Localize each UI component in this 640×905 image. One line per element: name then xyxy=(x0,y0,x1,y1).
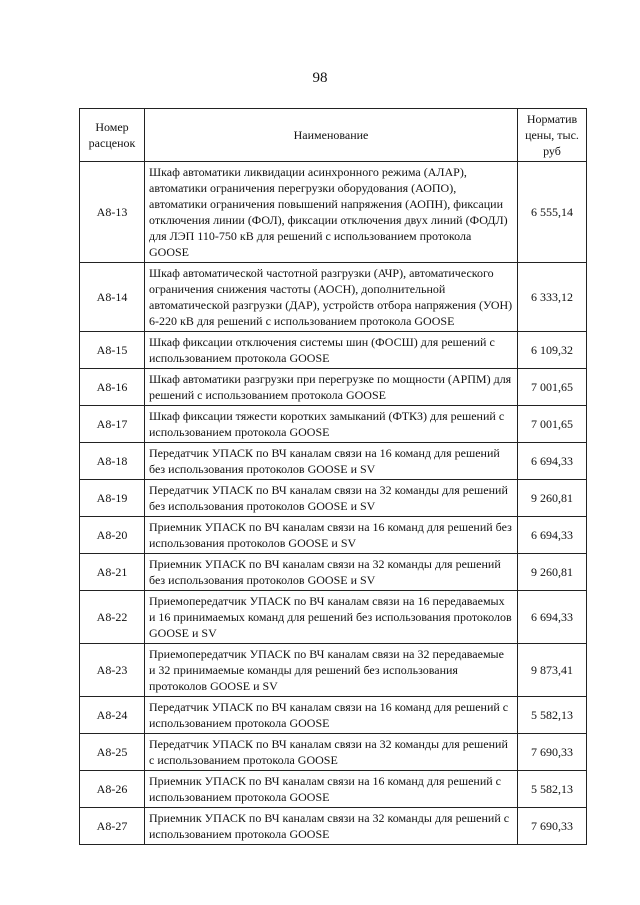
row-price: 6 109,32 xyxy=(518,332,587,369)
table-row xyxy=(80,808,587,845)
row-price: 9 260,81 xyxy=(518,480,587,517)
row-code: А8-15 xyxy=(80,332,145,369)
header-code: Номер расценок xyxy=(80,109,145,162)
row-name: Приемник УПАСК по ВЧ каналам связи на 32 команды для решений без использования протоколов GOOSE и SV xyxy=(145,554,518,591)
table-row xyxy=(80,591,587,644)
table-row xyxy=(80,263,587,332)
row-name: Передатчик УПАСК по ВЧ каналам связи на 32 команды для решений без использования протоколов GOOSE и SV xyxy=(145,480,518,517)
row-name: Передатчик УПАСК по ВЧ каналам связи на 32 команды для решений с использованием протокола GOOSE xyxy=(145,734,518,771)
row-price: 7 001,65 xyxy=(518,406,587,443)
row-name: Передатчик УПАСК по ВЧ каналам связи на 16 команд для решений без использования протоколов GOOSE и SV xyxy=(145,443,518,480)
row-code: А8-26 xyxy=(80,771,145,808)
row-name: Приемник УПАСК по ВЧ каналам связи на 16 команд для решений без использования протоколов GOOSE и SV xyxy=(145,517,518,554)
row-code: А8-25 xyxy=(80,734,145,771)
row-name: Приемник УПАСК по ВЧ каналам связи на 32 команды для решений с использованием протокола GOOSE xyxy=(145,808,518,845)
table-row xyxy=(80,443,587,480)
rates-table xyxy=(79,108,587,845)
row-name: Приемопередатчик УПАСК по ВЧ каналам связи на 16 передаваемых и 16 принимаемых команд для решений без использования протоколов GOOSE и SV xyxy=(145,591,518,644)
table-row xyxy=(80,771,587,808)
table-row xyxy=(80,162,587,263)
header-price: Норматив цены, тыс. руб xyxy=(518,109,587,162)
row-code: А8-21 xyxy=(80,554,145,591)
row-price: 7 690,33 xyxy=(518,808,587,845)
table-row xyxy=(80,369,587,406)
header-name: Наименование xyxy=(145,109,518,162)
row-code: А8-24 xyxy=(80,697,145,734)
row-price: 9 260,81 xyxy=(518,554,587,591)
row-name: Шкаф автоматики ликвидации асинхронного режима (АЛАР), автоматики ограничения перегрузки оборудования (АОПО), автоматики ограничения повышений напряжения (АОПН), фиксации отключения линии (ФОЛ), фиксации отключения двух линий (ФОДЛ) для ЛЭП 110-750 кВ для решений с использованием протокола GOOSE xyxy=(145,162,518,263)
row-price: 6 555,14 xyxy=(518,162,587,263)
row-price: 6 694,33 xyxy=(518,591,587,644)
table-row xyxy=(80,517,587,554)
row-code: А8-16 xyxy=(80,369,145,406)
row-price: 7 690,33 xyxy=(518,734,587,771)
row-price: 6 694,33 xyxy=(518,443,587,480)
row-code: А8-22 xyxy=(80,591,145,644)
row-name: Шкаф фиксации тяжести коротких замыканий (ФТКЗ) для решений с использованием протокола GOOSE xyxy=(145,406,518,443)
row-price: 5 582,13 xyxy=(518,771,587,808)
row-name: Шкаф фиксации отключения системы шин (ФОСШ) для решений с использованием протокола GOOSE xyxy=(145,332,518,369)
table-row xyxy=(80,734,587,771)
row-name: Приемопередатчик УПАСК по ВЧ каналам связи на 32 передаваемые и 32 принимаемые команды для решений без использования протоколов GOOSE и SV xyxy=(145,644,518,697)
table-header-row xyxy=(80,109,587,162)
row-code: А8-18 xyxy=(80,443,145,480)
row-price: 6 694,33 xyxy=(518,517,587,554)
row-price: 7 001,65 xyxy=(518,369,587,406)
row-name: Приемник УПАСК по ВЧ каналам связи на 16 команд для решений с использованием протокола GOOSE xyxy=(145,771,518,808)
row-code: А8-17 xyxy=(80,406,145,443)
table-row xyxy=(80,480,587,517)
row-code: А8-14 xyxy=(80,263,145,332)
row-name: Шкаф автоматической частотной разгрузки (АЧР), автоматического ограничения снижения частоты (АОСН), дополнительной автоматической разгрузки (ДАР), устройств отбора напряжения (УОН) 6-220 кВ для решений с использованием протокола GOOSE xyxy=(145,263,518,332)
row-code: А8-13 xyxy=(80,162,145,263)
row-price: 5 582,13 xyxy=(518,697,587,734)
table-row xyxy=(80,406,587,443)
page-number: 98 xyxy=(312,70,328,86)
row-name: Передатчик УПАСК по ВЧ каналам связи на 16 команд для решений с использованием протокола GOOSE xyxy=(145,697,518,734)
row-code: А8-27 xyxy=(80,808,145,845)
table-row xyxy=(80,554,587,591)
row-code: А8-19 xyxy=(80,480,145,517)
table-row xyxy=(80,644,587,697)
row-price: 6 333,12 xyxy=(518,263,587,332)
row-price: 9 873,41 xyxy=(518,644,587,697)
row-name: Шкаф автоматики разгрузки при перегрузке по мощности (АРПМ) для решений с использованием протокола GOOSE xyxy=(145,369,518,406)
table-row xyxy=(80,332,587,369)
table-row xyxy=(80,697,587,734)
row-code: А8-23 xyxy=(80,644,145,697)
row-code: А8-20 xyxy=(80,517,145,554)
